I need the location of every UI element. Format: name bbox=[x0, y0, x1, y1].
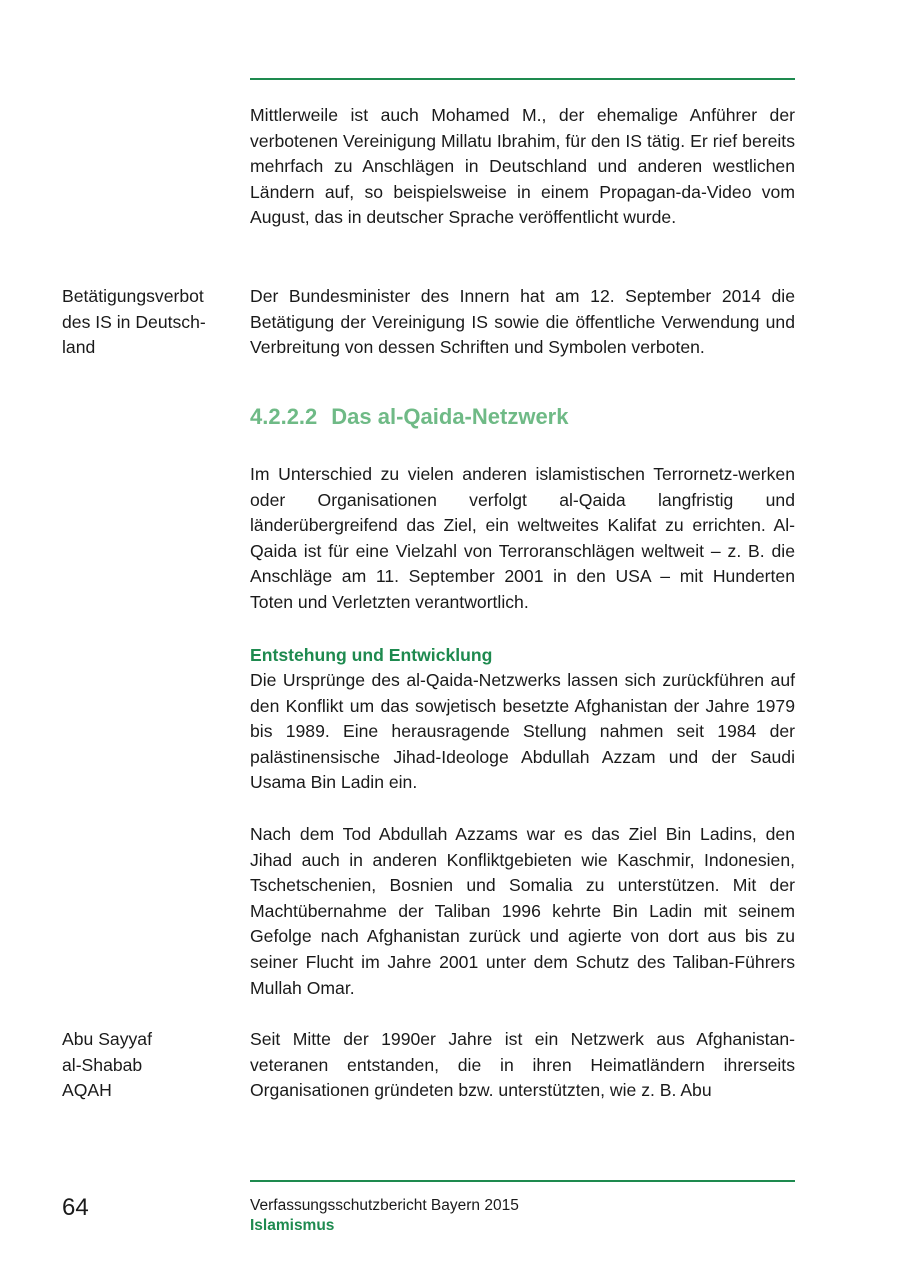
footer-rule bbox=[250, 1180, 795, 1182]
footer-report-title: Verfassungsschutzbericht Bayern 2015 bbox=[250, 1197, 519, 1214]
margin-note-line: al-Shabab bbox=[62, 1054, 143, 1075]
margin-note-line: land bbox=[62, 337, 96, 358]
paragraph-betaetigungsverbot: Der Bundesminister des Innern hat am 12. September 2014 die Betätigung der Vereinigung IS sowie die öffentliche Verwendung und Verbreitung von dessen Schriften und Symbolen verboten. bbox=[250, 286, 795, 358]
section-heading bbox=[250, 404, 568, 430]
paragraph-urspruenge: Die Ursprünge des al-Qaida-Netzwerks lassen sich zurückführen auf den Konflikt um das sowjetisch besetzte Afghanistan der Jahre 1979 bis 1989. Eine herausragende Stellung nahmen seit 1984 der palästinensische Jihad-Ideologe Abdullah Azzam und der Saudi Usama Bin Ladin ein. bbox=[250, 670, 795, 793]
paragraph-mohamed-m: Mittlerweile ist auch Mohamed M., der ehemalige Anführer der verbotenen Vereinigung Millatu Ibrahim, für den IS tätig. Er rief bereits mehrfach zu Anschlägen in Deutschland und anderen westlichen Ländern auf, so beispielsweise in einem Propagan-da-Video vom August, das in deutscher Sprache veröffentlicht wurde. bbox=[250, 105, 795, 228]
margin-note-line: Betätigungsverbot bbox=[62, 286, 204, 306]
page-number: 64 bbox=[62, 1194, 89, 1221]
margin-note-groups bbox=[62, 1027, 232, 1104]
paragraph-al-qaida-intro: Im Unterschied zu vielen anderen islamistischen Terrornetz-werken oder Organisationen verfolgt al-Qaida langfristig und länderübergreifend das Ziel, ein weltweites Kalifat zu errichten. Al-Qaida ist für eine Vielzahl von Terroranschlägen weltweit – z. B. die Anschläge am 11. September 2001 in den USA – mit Hunderten Toten und Verletzten verantwortlich. bbox=[250, 464, 795, 612]
subheading-entstehung: Entstehung und Entwicklung bbox=[250, 645, 493, 665]
footer-section-label: Islamismus bbox=[250, 1217, 335, 1234]
margin-note-betaetigungsverbot bbox=[62, 284, 232, 361]
section-title: Das al-Qaida-Netzwerk bbox=[331, 404, 569, 429]
section-number: 4.2.2.2 bbox=[250, 404, 318, 429]
top-rule bbox=[250, 78, 795, 80]
margin-note-line: Abu Sayyaf bbox=[62, 1029, 152, 1049]
paragraph-nach-dem-tod: Nach dem Tod Abdullah Azzams war es das Ziel Bin Ladins, den Jihad auch in anderen Konfliktgebieten wie Kaschmir, Indonesien, Tschetschenien, Bosnien und Somalia zu unterstützen. Mit der Machtübernahme der Taliban 1996 kehrte Bin Ladin mit seinem Gefolge nach Afghanistan zurück und agierte von dort aus bis zu seiner Flucht im Jahre 2001 unter dem Schutz des Taliban-Führers Mullah Omar. bbox=[250, 824, 795, 998]
margin-note-line: AQAH bbox=[62, 1080, 112, 1101]
margin-note-line: des IS in Deutsch- bbox=[62, 311, 206, 332]
paragraph-netzwerk: Seit Mitte der 1990er Jahre ist ein Netzwerk aus Afghanistan-veteranen entstanden, die in ihren Heimatländern ihrerseits Organisationen gründeten bzw. unterstützten, wie z. B. Abu bbox=[250, 1029, 795, 1101]
